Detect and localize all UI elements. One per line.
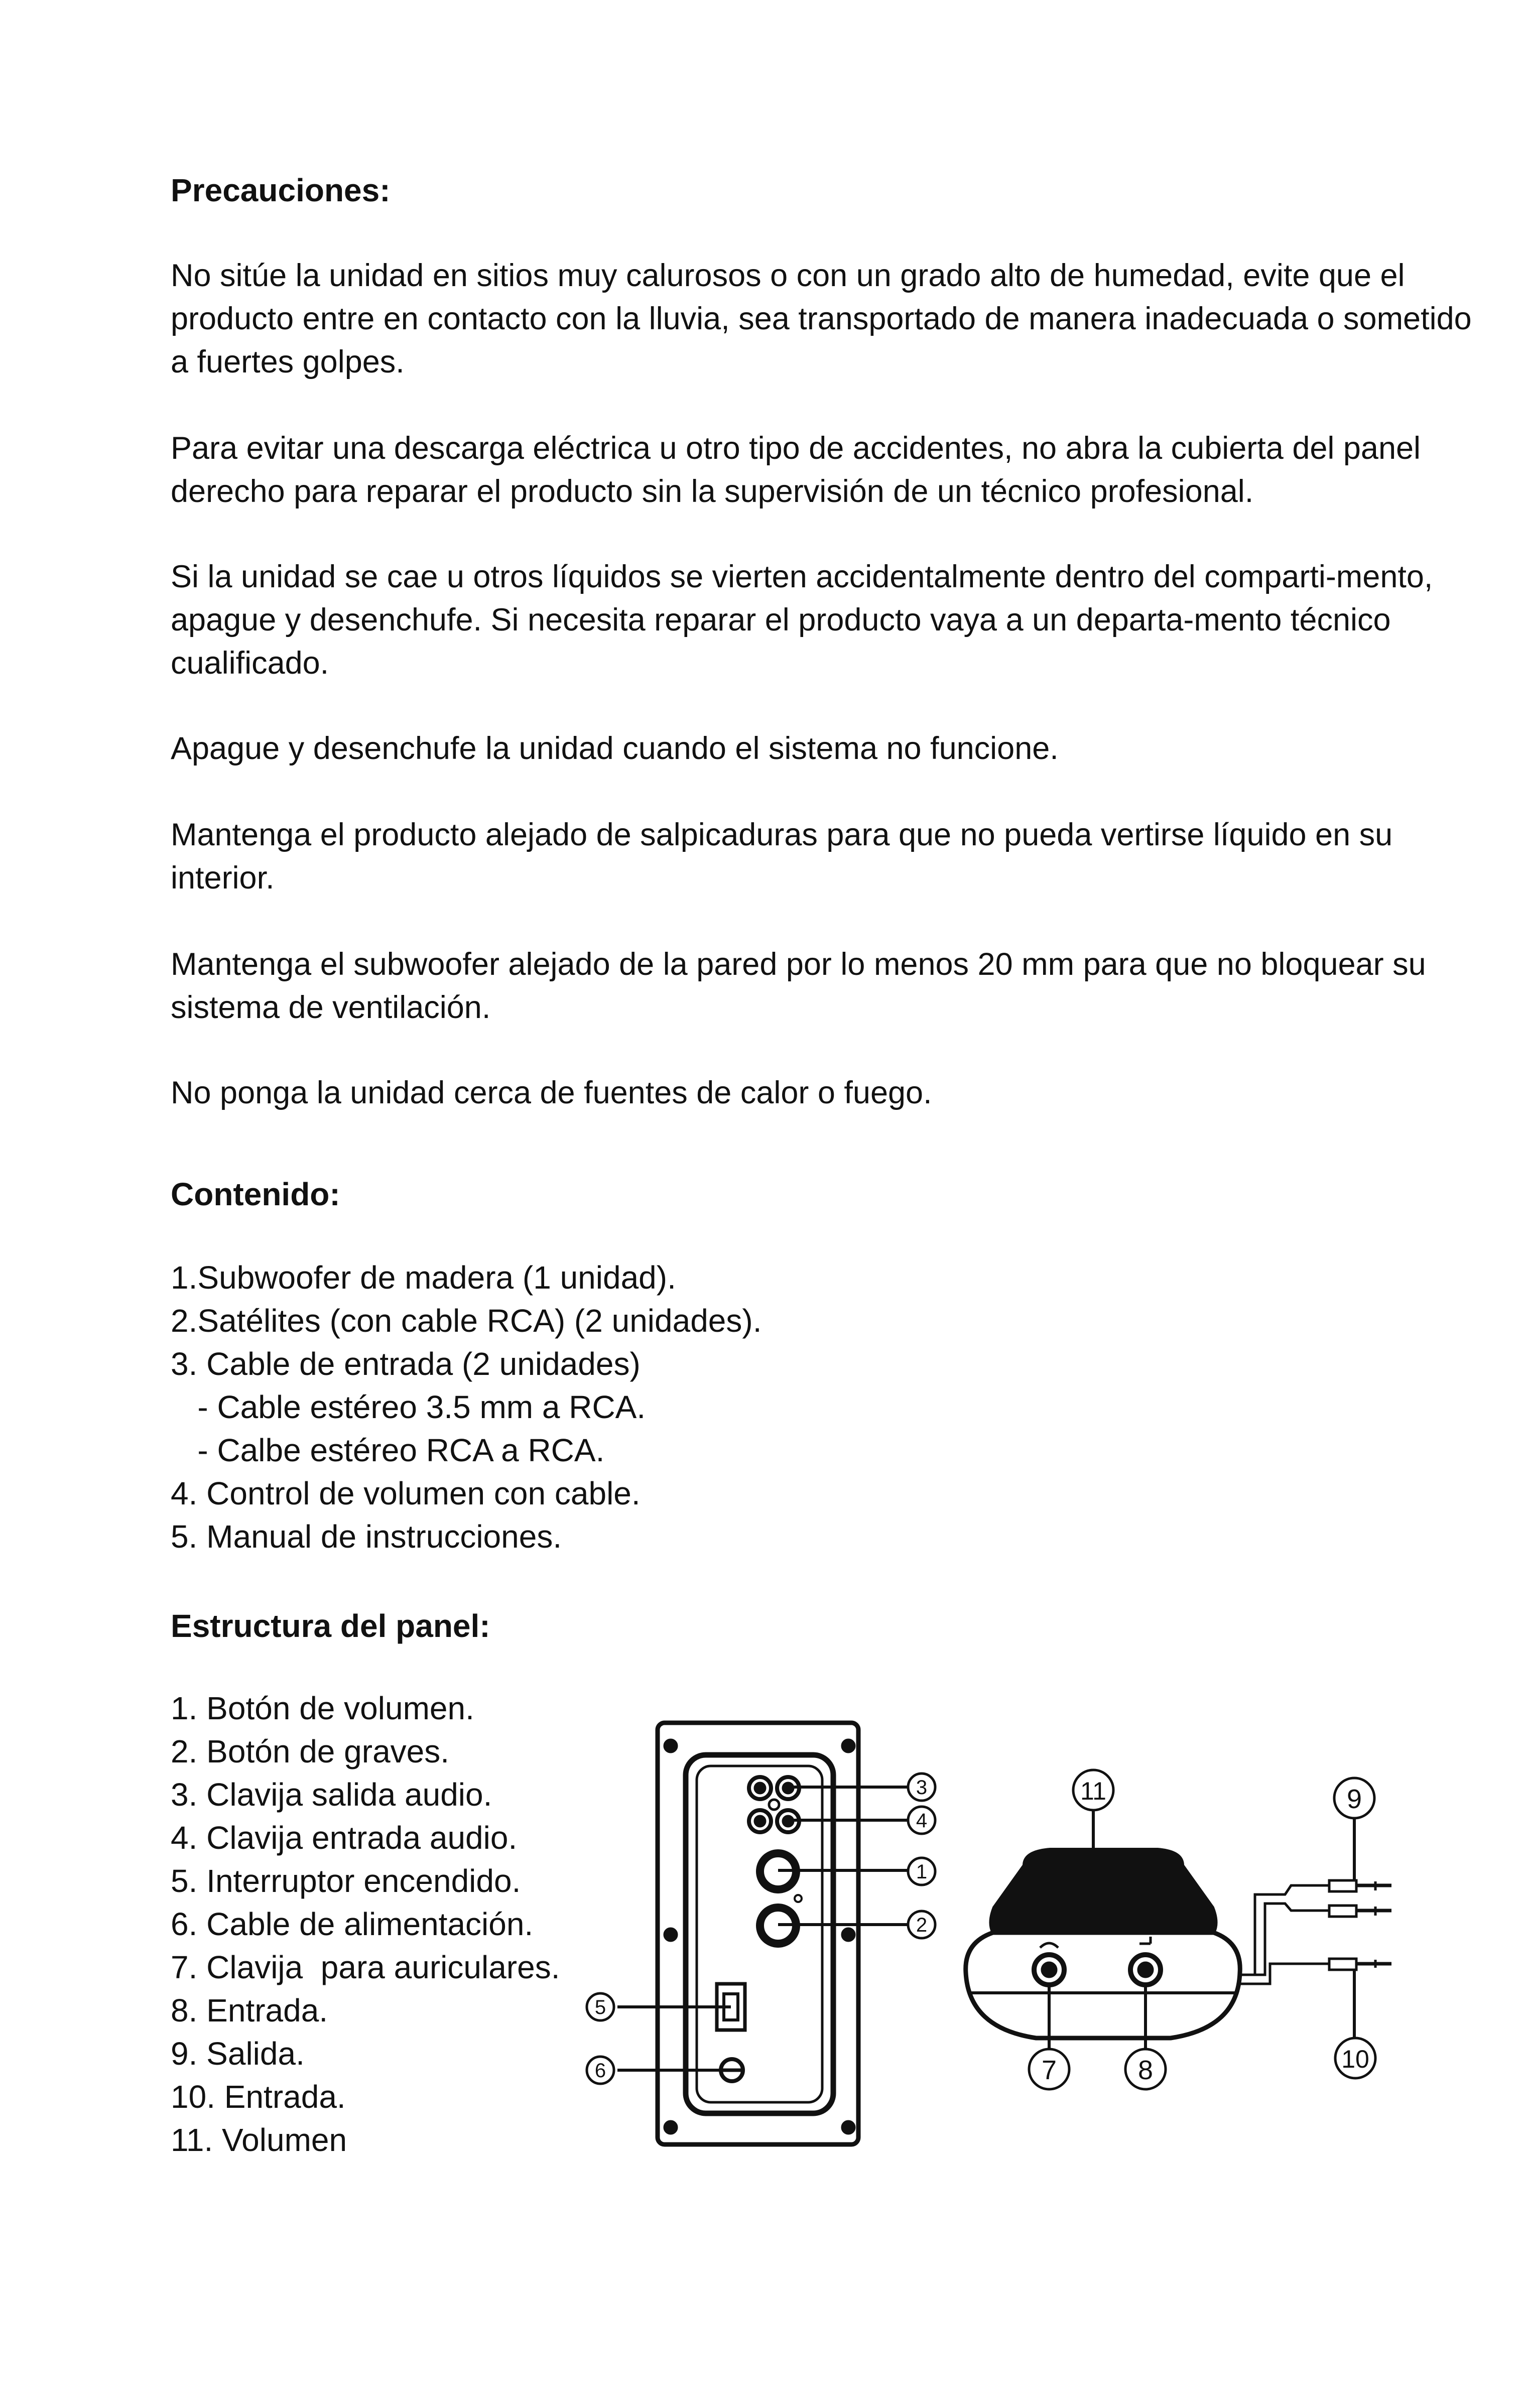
precaution-paragraph: Si la unidad se cae u otros líquidos se vierten accidentalmente dentro del comparti-mento, apague y desenchufe. Si necesita reparar el producto vaya a un departa-mento técnico cualificado. bbox=[171, 559, 1433, 681]
contents-item: 5. Manual de instrucciones. bbox=[171, 1518, 562, 1555]
panel-item: 5. Interruptor encendido. bbox=[171, 1863, 521, 1899]
callout-10: 10 bbox=[1341, 2045, 1369, 2073]
contents-item: - Calbe estéreo RCA a RCA. bbox=[171, 1432, 605, 1468]
callout-8: 8 bbox=[1137, 2055, 1154, 2085]
rca-cables bbox=[1240, 1818, 1391, 2038]
precaution-paragraph: No ponga la unidad cerca de fuentes de calor o fuego. bbox=[171, 1075, 932, 1110]
contents-item: - Cable estéreo 3.5 mm a RCA. bbox=[171, 1389, 646, 1425]
callout-7: 7 bbox=[1041, 2055, 1057, 2085]
precaution-paragraph: Para evitar una descarga eléctrica u otro tipo de accidentes, no abra la cubierta del panel derecho para reparar el producto sin la supervisión de un técnico profesional. bbox=[171, 431, 1421, 509]
panel-item: 10. Entrada. bbox=[171, 2079, 346, 2115]
contents-heading: Contenido: bbox=[171, 1176, 340, 1212]
panel-item: 9. Salida. bbox=[171, 2036, 305, 2072]
callout-6: 6 bbox=[594, 2060, 606, 2082]
panel-heading: Estructura del panel: bbox=[171, 1608, 490, 1644]
panel-item: 6. Cable de alimentación. bbox=[171, 1906, 534, 1942]
callout-2: 2 bbox=[916, 1914, 928, 1936]
panel-item: 7. Clavija para auriculares. bbox=[171, 1949, 560, 1985]
volume-control bbox=[966, 1810, 1240, 2049]
precaution-paragraph: Mantenga el subwoofer alejado de la pared por lo menos 20 mm para que no bloquear su sistema de ventilación. bbox=[171, 947, 1426, 1025]
precaution-paragraph: No sitúe la unidad en sitios muy calurosos o con un grado alto de humedad, evite que el producto entre en contacto con la lluvia, sea transportado de manera inadecuada o sometido a fuertes golpes. bbox=[171, 258, 1472, 379]
panel-item: 11. Volumen bbox=[171, 2122, 347, 2158]
panel-item: 1. Botón de volumen. bbox=[171, 1690, 474, 1726]
panel-item: 4. Clavija entrada audio. bbox=[171, 1820, 518, 1856]
precaution-paragraph: Apague y desenchufe la unidad cuando el sistema no funcione. bbox=[171, 731, 1059, 766]
precautions-heading: Precauciones: bbox=[171, 172, 391, 208]
contents-item: 1.Subwoofer de madera (1 unidad). bbox=[171, 1259, 676, 1296]
callout-9: 9 bbox=[1346, 1784, 1362, 1814]
callout-11: 11 bbox=[1080, 1777, 1106, 1805]
contents-item: 2.Satélites (con cable RCA) (2 unidades). bbox=[171, 1303, 762, 1339]
precaution-paragraph: Mantenga el producto alejado de salpicaduras para que no pueda vertirse líquido en su interior. bbox=[171, 817, 1393, 896]
contents-item: 3. Cable de entrada (2 unidades) bbox=[171, 1346, 641, 1382]
contents-item: 4. Control de volumen con cable. bbox=[171, 1475, 641, 1511]
callout-5: 5 bbox=[594, 1996, 606, 2018]
callout-4: 4 bbox=[916, 1810, 928, 1832]
callout-3: 3 bbox=[916, 1777, 928, 1799]
callout-1: 1 bbox=[916, 1861, 928, 1883]
panel-item: 8. Entrada. bbox=[171, 1992, 328, 2029]
panel-item: 2. Botón de graves. bbox=[171, 1733, 450, 1769]
panel-item: 3. Clavija salida audio. bbox=[171, 1777, 492, 1813]
